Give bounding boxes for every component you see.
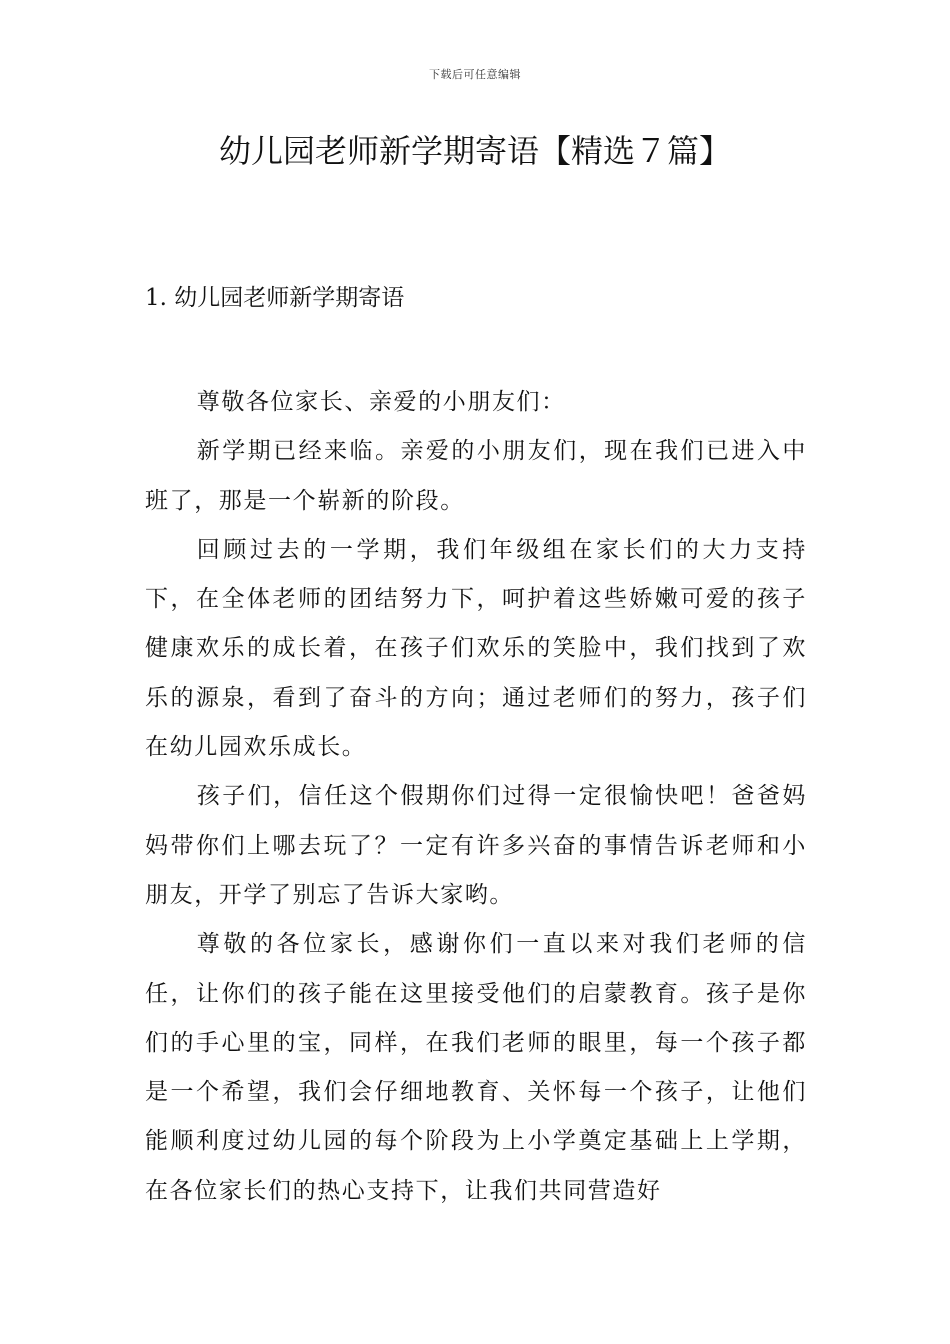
document-body xyxy=(145,378,807,1216)
paragraph-review: 回顾过去的一学期，我们年级组在家长们的大力支持下，在全体老师的团结努力下，呵护着这些娇嫩可爱的孩子健康欢乐的成长着，在孩子们欢乐的笑脸中，我们找到了欢乐的源泉，看到了奋斗的方向；通过老师们的努力，孩子们在幼儿园欢乐成长。 xyxy=(145,536,807,761)
paragraph-holiday: 孩子们，信任这个假期你们过得一定很愉快吧！爸爸妈妈带你们上哪去玩了？一定有许多兴奋的事情告诉老师和小朋友，开学了别忘了告诉大家哟。 xyxy=(145,783,807,908)
document-title: 幼儿园老师新学期寄语【精选７篇】 xyxy=(218,132,731,170)
paragraph-salutation: 尊敬各位家长、亲爱的小朋友们： xyxy=(196,389,566,415)
paragraph-parents: 尊敬的各位家长，感谢你们一直以来对我们老师的信任，让你们的孩子能在这里接受他们的启蒙教育。孩子是你们的手心里的宝，同样，在我们老师的眼里，每一个孩子都是一个希望，我们会仔细地教育、关怀每一个孩子，让他们能顺利度过幼儿园的每个阶段为上小学奠定基础上上学期，在各位家长们的热心支持下，让我们共同营造好 xyxy=(145,931,807,1204)
paragraph-new-term: 新学期已经来临。亲爱的小朋友们，现在我们已进入中班了，那是一个崭新的阶段。 xyxy=(145,438,807,514)
section-heading: 1. 幼儿园老师新学期寄语 xyxy=(145,285,405,311)
page-header-note: 下载后可任意编辑 xyxy=(429,68,521,81)
